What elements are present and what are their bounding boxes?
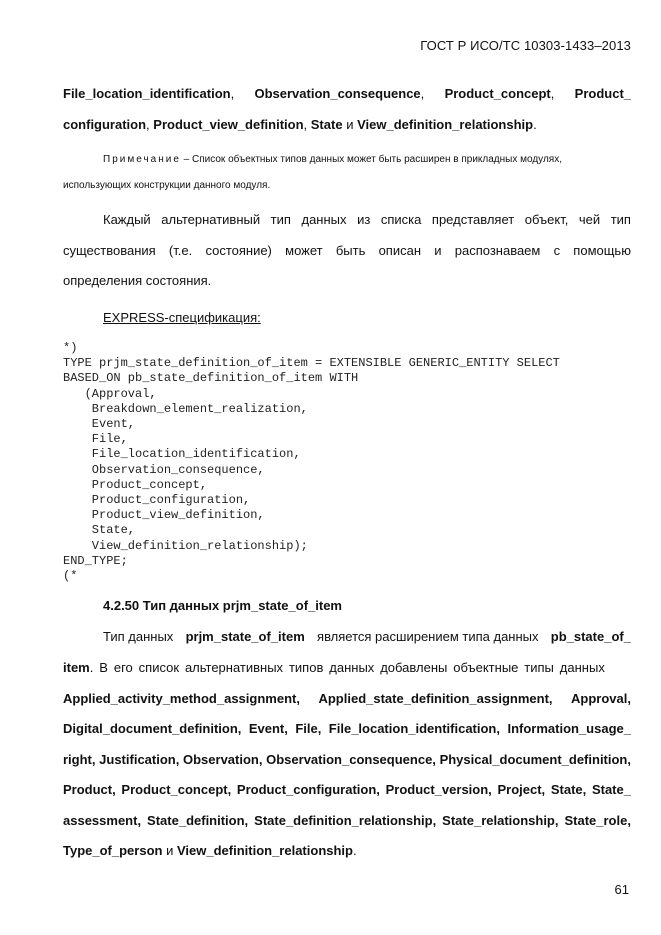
type-name: Observation_consequence [254,86,421,101]
type-name: item [63,660,90,675]
type-name: Applied_state_definition_assignment, [318,691,553,706]
type-name: assessment, [63,813,142,828]
page-header: ГОСТ Р ИСО/ТС 10303-1433–2013 [420,38,631,53]
note-line2: использующих конструкции данного модуля. [63,180,271,191]
express-spec-title: EXPRESS-спецификация: [103,310,261,325]
type-name: State [310,117,343,132]
type-name: Event, [248,721,288,736]
type-name: File, [295,721,322,736]
type-name: configuration [63,117,147,132]
type-name: Digital_document_definition, [63,721,242,736]
page-number: 61 [614,882,629,897]
para3-line7 [63,813,631,828]
type-name: Product_concept, [121,782,232,797]
type-name: pb_state_of_ [550,629,631,644]
section-heading: 4.2.50 Тип данных prjm_state_of_item [103,598,342,613]
type-name: State_definition_relationship, [254,813,437,828]
type-name: Product_ [574,86,631,101]
para3-line4 [63,721,631,736]
note-text: Список объектных типов данных может быть расширен в прикладных модулях, [192,154,562,165]
type-name: Observation_consequence, [266,752,436,767]
para2-line2: существования (т.е. состояние) может быть описан и распознаваем с помощью [63,243,631,258]
type-name: Product, [63,782,116,797]
para1-line1: File_location_identification, Observation_consequence, Product_concept, Product_ [63,86,631,101]
note-label: Примечание [103,154,181,165]
type-name: State_definition, [147,813,249,828]
para2-line3: определения состояния. [63,273,212,288]
type-name: Physical_document_definition, [439,752,631,767]
type-name: Information_usage_ [507,721,631,736]
para3-line5 [63,752,631,767]
type-name: right, [63,752,96,767]
express-code-block: *) TYPE prjm_state_definition_of_item = EXTENSIBLE GENERIC_ENTITY SELECT BASED_ON pb_state_definition_of_item WITH (Approval, Breakdown_element_realization, Event, File, File_location_identification, Observation_consequence, Product_concept, Product_configuration, Product_view_definition, State, View_definition_relationship); END_TYPE; (* [63,341,560,584]
type-name: Approval, [571,691,631,706]
note-line1: Примечание – Список объектных типов данных может быть расширен в прикладных модулях, [103,154,562,165]
type-name: Applied_activity_method_assignment, [63,691,300,706]
type-name: prjm_state_of_item [185,629,305,644]
type-name: State_ [591,782,631,797]
type-name: File_location_identification [63,86,231,101]
type-name: Product_version, [385,782,492,797]
type-name: State, [550,782,587,797]
type-name: Product_configuration, [236,782,380,797]
type-name: View_definition_relationship [357,117,534,132]
para3-line2: item. В его список альтернативных типов данных добавлены объектные типы данных [63,660,605,675]
type-name: File_location_identification, [328,721,500,736]
type-name: Product_view_definition [153,117,304,132]
type-name: Observation, [183,752,263,767]
type-name: State_role, [564,813,631,828]
type-name: Product_concept [444,86,551,101]
para3-line8: Type_of_person и View_definition_relationship. [63,843,357,858]
para2-line1: Каждый альтернативный тип данных из списка представляет объект, чей тип [103,212,631,227]
type-name: View_definition_relationship [176,843,353,858]
type-name: Type_of_person [63,843,163,858]
type-name: State_relationship, [442,813,559,828]
type-name: Project, [497,782,546,797]
para1-line2: configuration, Product_view_definition, State и View_definition_relationship. [63,117,537,132]
para3-line1: Тип данных prjm_state_of_item является расширением типа данных pb_state_of_ [103,629,631,644]
para3-line6 [63,782,631,797]
para3-line3 [63,691,631,706]
type-name: Justification, [99,752,180,767]
